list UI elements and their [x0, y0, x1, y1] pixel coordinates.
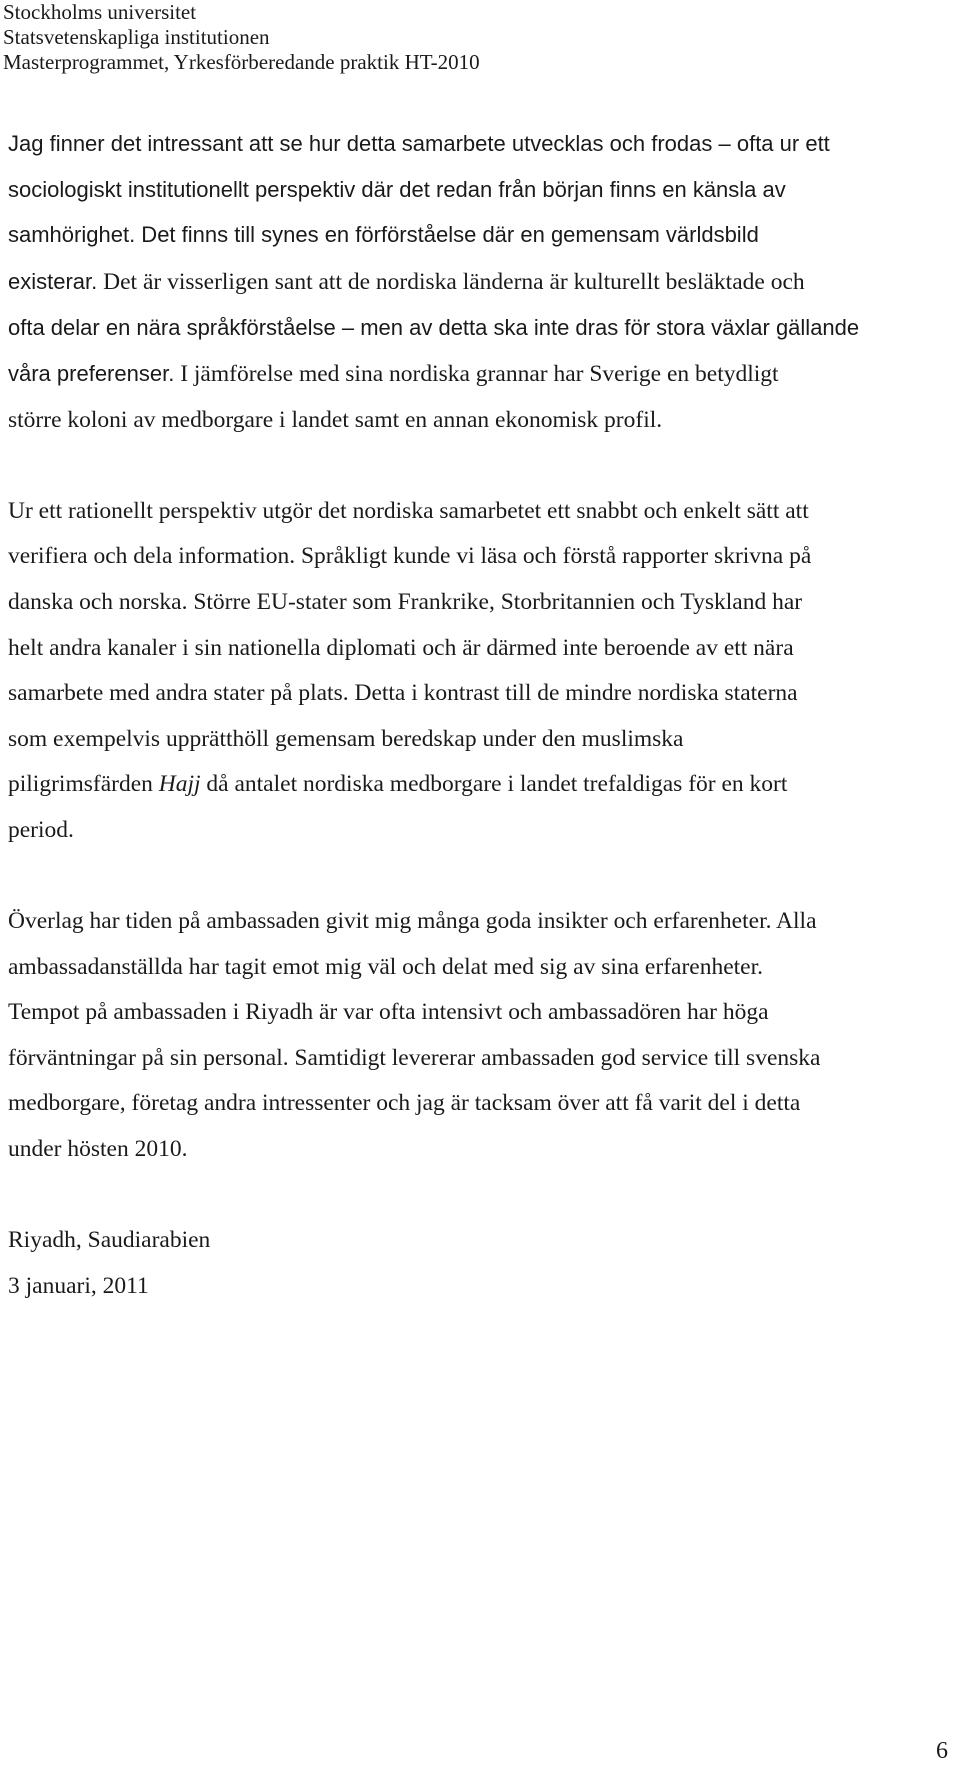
paragraph-2: [8, 489, 943, 854]
paragraph-line: [8, 259, 943, 306]
paragraph-line: större koloni av medborgare i landet samt en annan ekonomisk profil.: [8, 406, 663, 433]
paragraph-line: Ur ett rationellt perspektiv utgör det nordiska samarbetet ett snabbt och enkelt sätt att: [8, 497, 809, 524]
signature-block: [8, 1218, 943, 1309]
paragraph-line: Jag finner det intressant att se hur detta samarbete utvecklas och frodas – ofta ur ett: [8, 131, 830, 156]
paragraph-line: förväntningar på sin personal. Samtidigt levererar ambassaden god service till svenska: [8, 1044, 821, 1071]
paragraph-line: helt andra kanaler i sin nationella diplomati och är därmed inte beroende av ett nära: [8, 634, 794, 661]
text-run: piligrimsfärden: [8, 771, 159, 798]
text-run: Det är visserligen sant att de nordiska länderna är kulturellt besläktade och: [97, 268, 805, 295]
header-program: Masterprogrammet, Yrkesförberedande praktik HT-2010: [3, 50, 480, 74]
paragraph-line: [8, 351, 943, 398]
text-run: Det finns till synes en förförståelse där en gemensam världsbild: [135, 222, 759, 248]
paragraph-line: som exempelvis upprätthöll gemensam beredskap under den muslimska: [8, 725, 684, 752]
paragraph-3: [8, 899, 943, 1173]
page-number: 6: [936, 1738, 948, 1764]
paragraph-line: verifiera och dela information. Språkligt kunde vi läsa och förstå rapporter skrivna på: [8, 543, 812, 570]
document-body: [8, 121, 943, 1309]
paragraph-line: period.: [8, 816, 74, 843]
signature-date: 3 januari, 2011: [8, 1272, 149, 1299]
paragraph-line: [8, 762, 943, 808]
paragraph-line: samarbete med andra stater på plats. Detta i kontrast till de mindre nordiska staterna: [8, 680, 798, 707]
text-run: I jämförelse med sina nordiska grannar har Sverige en betydligt: [174, 360, 779, 387]
paragraph-line: under hösten 2010.: [8, 1136, 188, 1163]
text-run: samhörighet.: [8, 222, 136, 248]
document-header: [3, 0, 703, 75]
paragraph-line: medborgare, företag andra intressenter och jag är tacksam över att få varit del i detta: [8, 1090, 801, 1117]
italic-term: Hajj: [158, 771, 201, 798]
paragraph-line: [8, 212, 943, 259]
paragraph-line: Tempot på ambassaden i Riyadh är var ofta intensivt och ambassadören har höga: [8, 999, 769, 1026]
paragraph-line: danska och norska. Större EU-stater som Frankrike, Storbritannien och Tyskland har: [8, 588, 803, 615]
text-run: då antalet nordiska medborgare i landet trefaldigas för en kort: [200, 771, 788, 798]
paragraph-line: ambassadanställda har tagit emot mig väl och delat med sig av sina erfarenheter.: [8, 953, 763, 980]
paragraph-line: Överlag har tiden på ambassaden givit mig många goda insikter och erfarenheter. Alla: [8, 908, 817, 935]
signature-place: Riyadh, Saudiarabien: [8, 1227, 211, 1254]
header-department: Statsvetenskapliga institutionen: [3, 25, 270, 49]
paragraph-1: [8, 121, 943, 443]
paragraph-line: ofta delar en nära språkförståelse – men av detta ska inte dras för stora växlar gällande: [8, 315, 860, 341]
text-run: våra preferenser.: [8, 360, 175, 386]
text-run: existerar.: [8, 268, 98, 294]
paragraph-line: sociologiskt institutionellt perspektiv där det redan från början finns en känsla av: [8, 176, 786, 202]
header-university: Stockholms universitet: [3, 0, 197, 24]
